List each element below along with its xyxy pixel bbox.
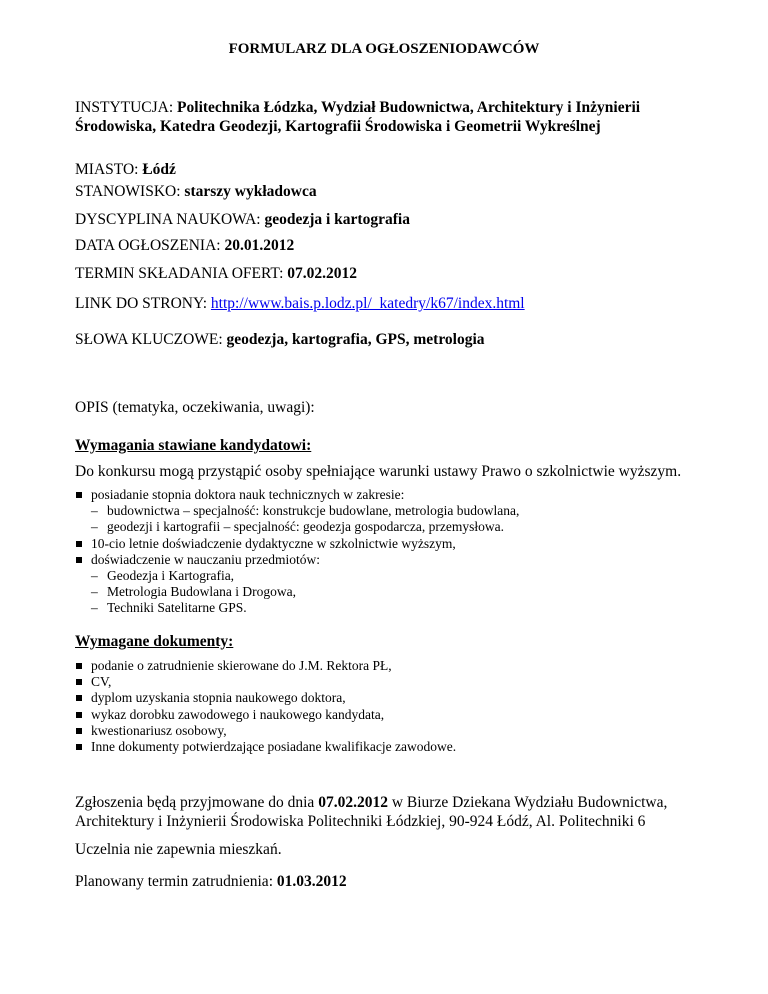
website-link[interactable]: http://www.bais.p.lodz.pl/_katedry/k67/index.html: [210, 295, 525, 312]
deadline-value: 07.02.2012: [287, 265, 358, 282]
submission-paragraph: [75, 793, 735, 831]
submission-prefix: Zgłoszenia będą przyjmowane do dnia: [75, 794, 319, 811]
requirement-item: [75, 536, 519, 552]
institution-value: Politechnika Łódzka, Wydział Budownictwa, Architektury i Inżynierii Środowiska, Katedra Geodezji, Kartografii Środowiska i Geometrii Wykreślnej: [75, 99, 641, 135]
requirement-subitem: – Techniki Satelitarne GPS.: [75, 600, 519, 616]
institution-label: INSTYTUCJA:: [75, 99, 178, 116]
employment-label: Planowany termin zatrudnienia:: [75, 873, 277, 890]
city-field: [75, 160, 715, 179]
requirement-text: 10-cio letnie doświadczenie dydaktyczne w szkolnictwie wyższym,: [91, 535, 456, 551]
deadline-field: [75, 264, 715, 283]
documents-heading: Wymagane dokumenty:: [75, 633, 234, 650]
keywords-field: [75, 330, 715, 349]
institution-field: [75, 98, 715, 136]
employment-field: [75, 872, 735, 891]
position-value: starszy wykładowca: [184, 183, 317, 200]
document-item: wykaz dorobku zawodowego i naukowego kandydata,: [75, 707, 456, 723]
requirement-subgroup: [75, 568, 519, 617]
requirement-subgroup: [75, 503, 519, 535]
housing-note: Uczelnia nie zapewnia mieszkań.: [75, 841, 282, 858]
document-item: kwestionariusz osobowy,: [75, 723, 456, 739]
submission-date: 07.02.2012: [318, 794, 388, 811]
requirement-subitem: – Geodezja i Kartografia,: [75, 568, 519, 584]
keywords-label: SŁOWA KLUCZOWE:: [75, 331, 227, 348]
requirements-heading: Wymagania stawiane kandydatowi:: [75, 437, 312, 454]
documents-list: [75, 658, 456, 755]
document-item: podanie o zatrudnienie skierowane do J.M. Rektora PŁ,: [75, 658, 456, 674]
discipline-value: geodezja i kartografia: [264, 211, 410, 228]
discipline-field: [75, 210, 715, 229]
announcement-date-field: [75, 236, 715, 255]
city-label: MIASTO:: [75, 161, 143, 178]
requirement-item: [75, 487, 519, 503]
requirement-text: posiadanie stopnia doktora nauk technicznych w zakresie:: [91, 487, 405, 502]
city-value: Łódź: [142, 161, 176, 178]
discipline-label: DYSCYPLINA NAUKOWA:: [75, 211, 265, 228]
page-title: FORMULARZ DLA OGŁOSZENIODAWCÓW: [228, 41, 540, 57]
requirement-subitem: – budownictwa – specjalność: konstrukcje budowlane, metrologia budowlana,: [75, 503, 519, 519]
announcement-date-label: DATA OGŁOSZENIA:: [75, 237, 225, 254]
position-field: [75, 182, 715, 201]
requirement-subitem: – geodezji i kartografii – specjalność: geodezja gospodarcza, przemysłowa.: [75, 519, 519, 535]
link-field: [75, 294, 715, 313]
employment-date: 01.03.2012: [276, 873, 347, 890]
requirement-item: [75, 552, 519, 568]
requirement-text: doświadczenie w nauczaniu przedmiotów:: [91, 551, 321, 567]
keywords-value: geodezja, kartografia, GPS, metrologia: [226, 331, 485, 348]
position-label: STANOWISKO:: [75, 183, 185, 200]
announcement-date-value: 20.01.2012: [224, 237, 295, 254]
submission-suffix: w Biurze Dziekana Wydziału Budownictwa, Architektury i Inżynierii Środowiska Politechniki Łódzkiej, 90-924 Łódź, Al. Politechniki 6: [75, 794, 668, 830]
document-item: dyplom uzyskania stopnia naukowego doktora,: [75, 690, 456, 706]
deadline-label: TERMIN SKŁADANIA OFERT:: [75, 265, 288, 282]
requirement-subitem: – Metrologia Budowlana i Drogowa,: [75, 584, 519, 600]
requirements-list: [75, 487, 519, 617]
link-label: LINK DO STRONY:: [75, 295, 211, 312]
document-item: CV,: [75, 674, 456, 690]
document-item: Inne dokumenty potwierdzające posiadane kwalifikacje zawodowe.: [75, 739, 456, 755]
description-label: OPIS (tematyka, oczekiwania, uwagi):: [75, 399, 315, 416]
requirements-intro: Do konkursu mogą przystąpić osoby spełniające warunki ustawy Prawo o szkolnictwie wyższym.: [75, 463, 682, 480]
